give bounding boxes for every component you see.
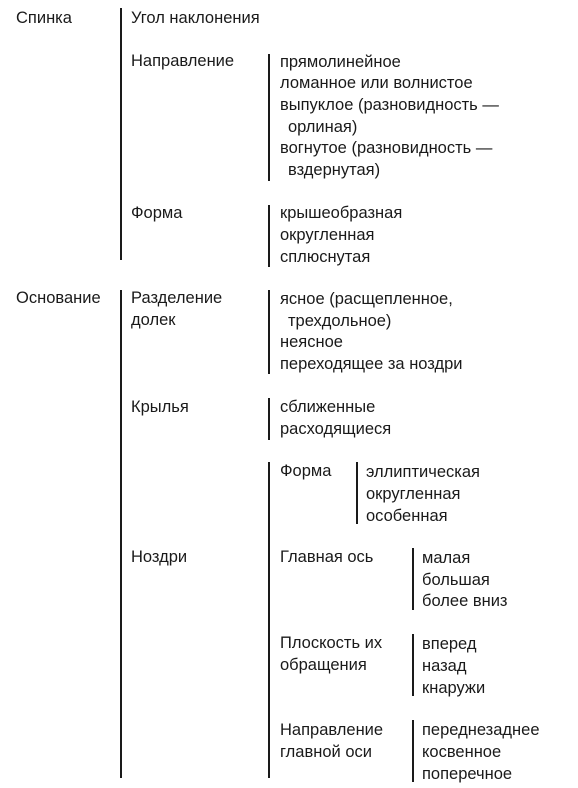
form-item: округленная	[366, 485, 461, 503]
bracket-wings	[268, 398, 270, 440]
shape-item: крышеобразная	[280, 204, 403, 222]
direction-item: ломанное или волнистое	[280, 74, 473, 92]
plane-item: назад	[422, 657, 467, 675]
section-label-spinka: Спинка	[16, 9, 72, 27]
wings-item: расходящиеся	[280, 420, 392, 438]
direction-item: орлиная)	[288, 118, 358, 136]
main-axis-item: более вниз	[422, 592, 508, 610]
bracket-main-axis	[412, 548, 414, 610]
lobes-item: неясное	[280, 333, 343, 351]
plane-label: обращения	[280, 656, 367, 674]
bracket-shape	[268, 205, 270, 267]
plane-item: кнаружи	[422, 679, 486, 697]
bracket-axis-direction	[412, 720, 414, 782]
lobes-label: Разделение	[131, 289, 223, 307]
direction-item: выпуклое (разновидность —	[280, 96, 499, 114]
main-axis-item: большая	[422, 571, 490, 589]
wings-label: Крылья	[131, 398, 189, 416]
lobes-item: переходящее за ноздри	[280, 355, 463, 373]
plane-item: вперед	[422, 635, 477, 653]
bracket-lobes	[268, 290, 270, 374]
axis-direction-item: переднезаднее	[422, 721, 540, 739]
axis-direction-label: главной оси	[280, 743, 372, 761]
lobes-label: долек	[131, 311, 176, 329]
main-axis-label: Главная ось	[280, 548, 374, 566]
lobes-item: трехдольное)	[288, 312, 392, 330]
direction-label: Направление	[131, 52, 235, 70]
bracket-direction	[268, 54, 270, 181]
lobes-item: ясное (расщепленное,	[280, 290, 453, 308]
bracket-form	[356, 462, 358, 524]
bracket-nostrils	[268, 462, 270, 778]
bracket-plane	[412, 634, 414, 696]
angle-label: Угол наклонения	[131, 9, 260, 27]
section-label-osnovanie: Основание	[16, 289, 101, 307]
axis-direction-item: поперечное	[422, 765, 513, 783]
plane-label: Плоскость их	[280, 634, 383, 652]
form-item: особенная	[366, 507, 448, 525]
axis-direction-label: Направление	[280, 721, 384, 739]
bracket-osnovanie	[120, 290, 122, 778]
direction-item: прямолинейное	[280, 53, 401, 71]
axis-direction-item: косвенное	[422, 743, 502, 761]
shape-label: Форма	[131, 204, 183, 222]
wings-item: сближенные	[280, 398, 376, 416]
shape-item: сплюснутая	[280, 248, 371, 266]
shape-item: округленная	[280, 226, 375, 244]
direction-item: вздернутая)	[288, 161, 381, 179]
form-item: эллиптическая	[366, 463, 480, 481]
form-label: Форма	[280, 462, 332, 480]
direction-item: вогнутое (разновидность —	[280, 139, 493, 157]
main-axis-item: малая	[422, 549, 471, 567]
bracket-spinka	[120, 8, 122, 260]
nostrils-label: Ноздри	[131, 548, 188, 566]
